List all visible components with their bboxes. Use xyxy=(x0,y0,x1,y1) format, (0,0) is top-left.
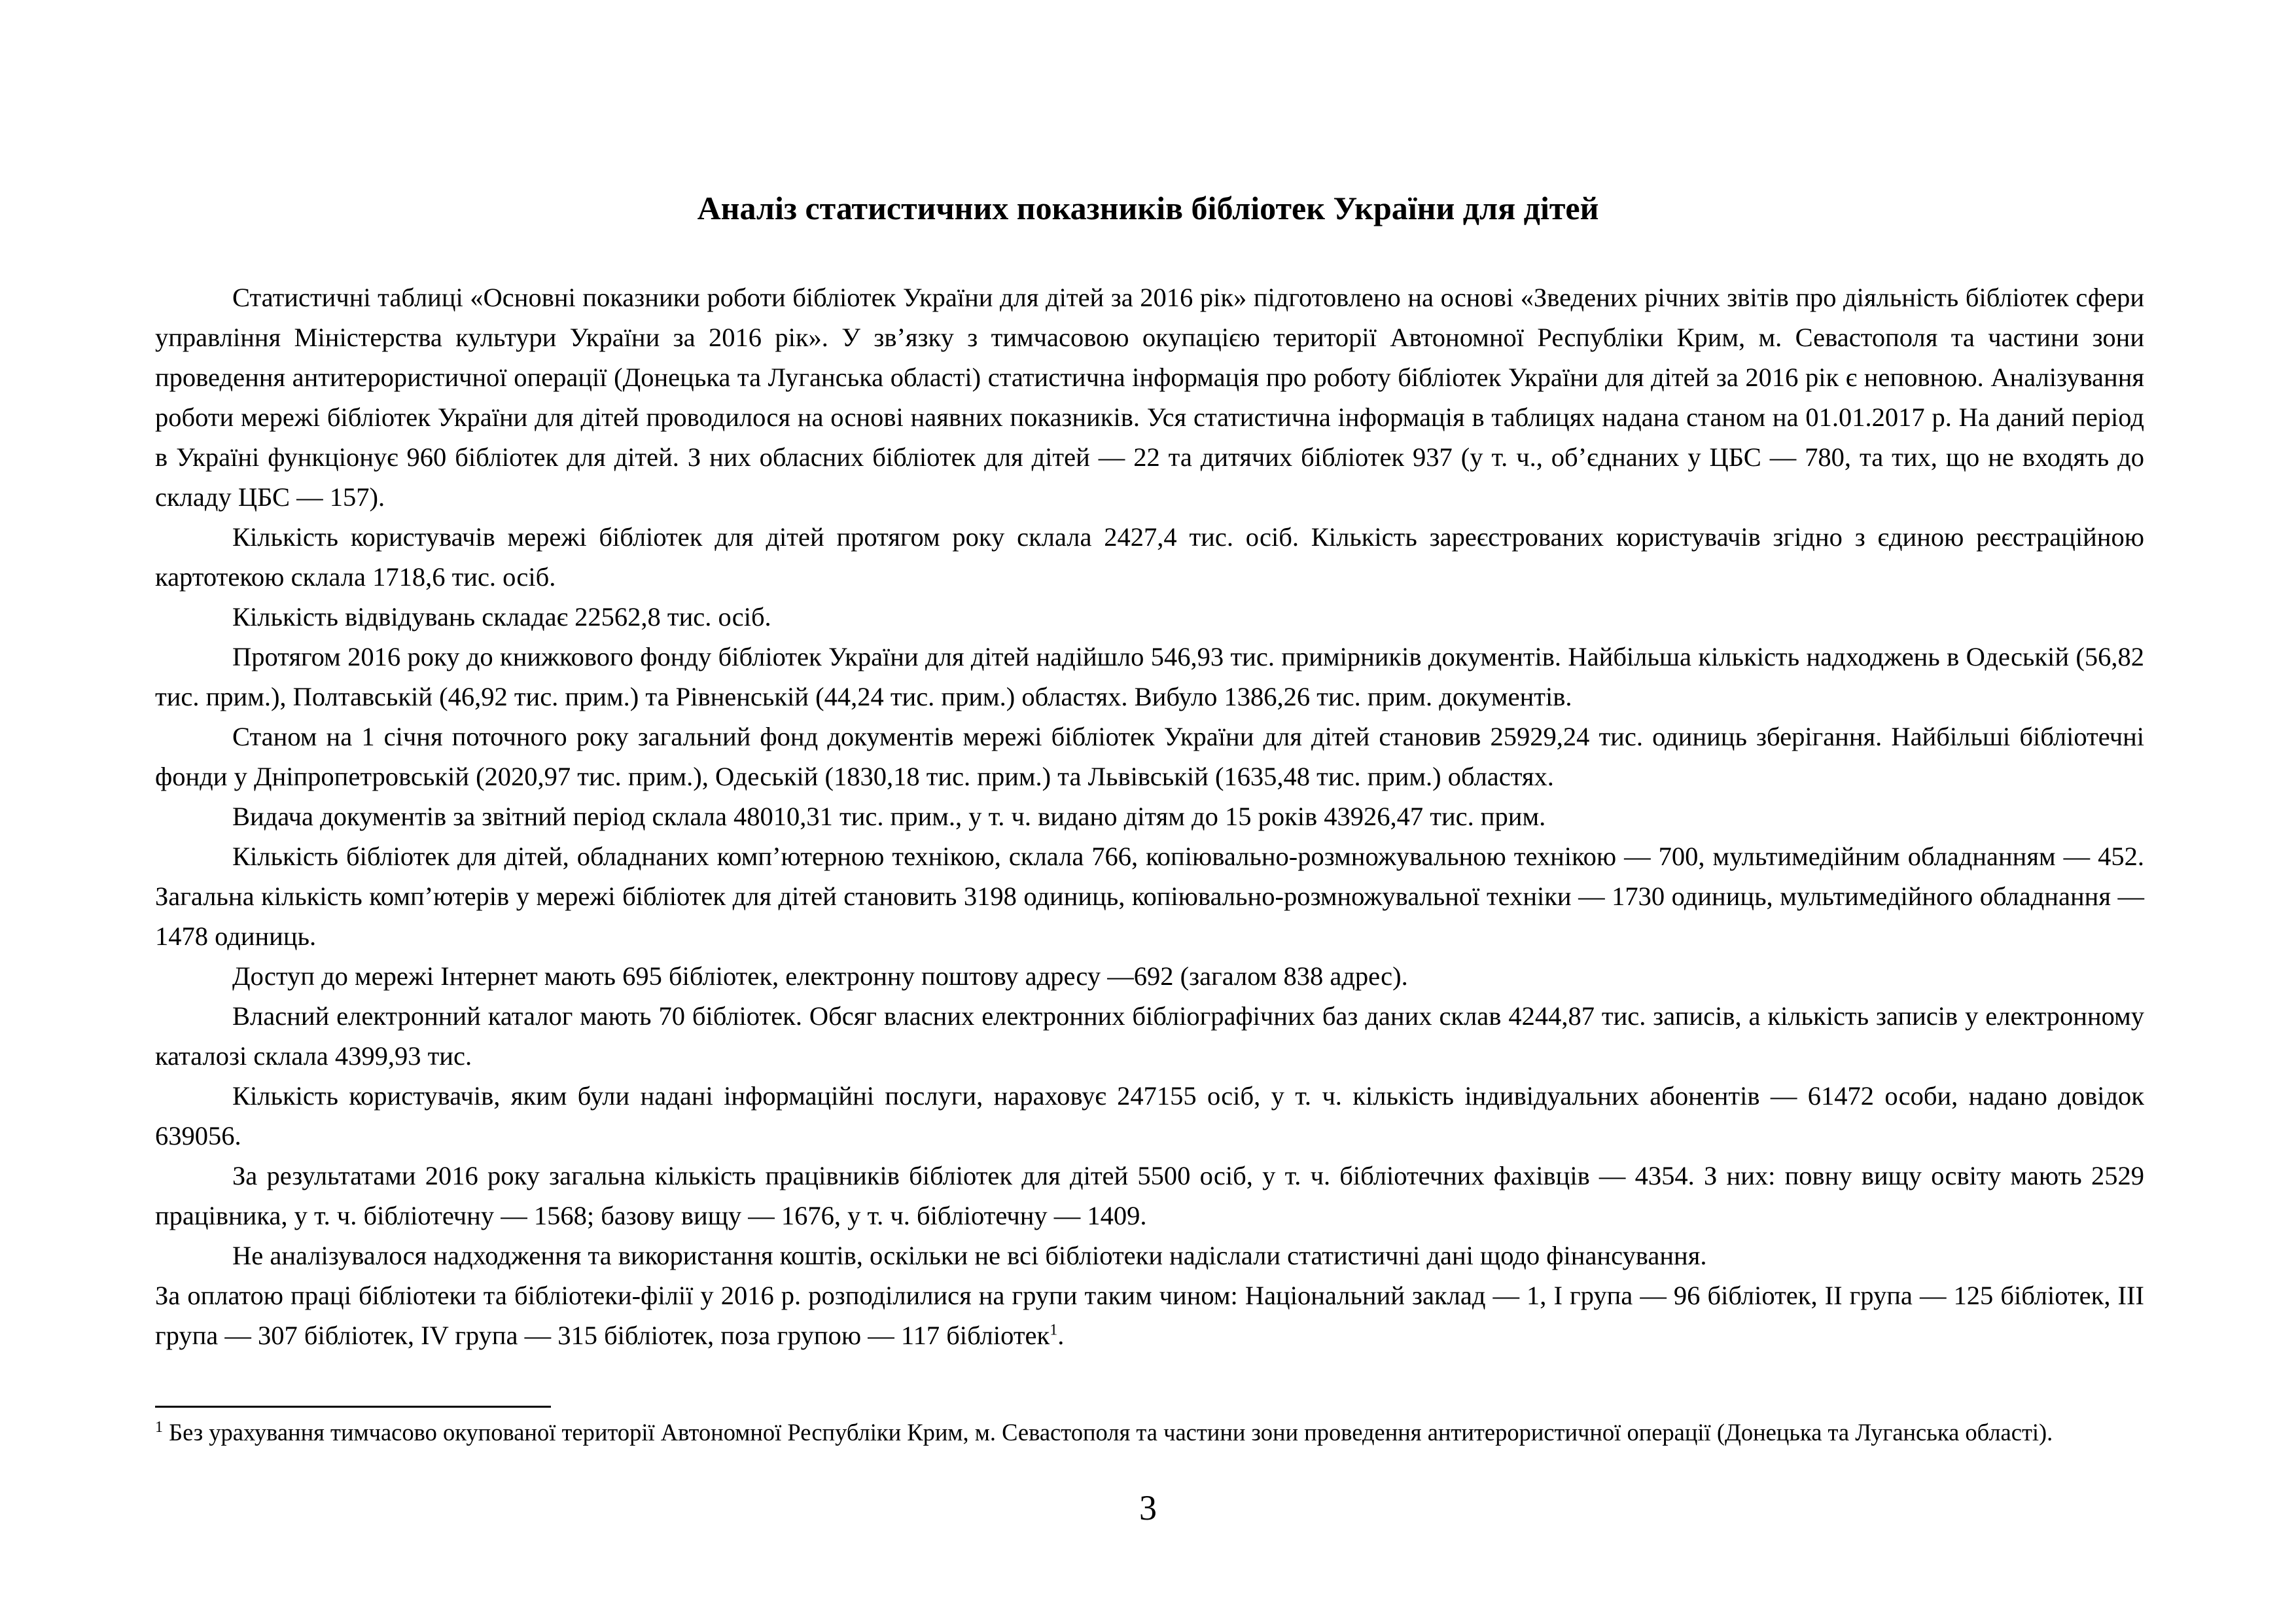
page-title: Аналіз статистичних показників бібліотек України для дітей xyxy=(697,190,1599,226)
paragraph-staff: За результатами 2016 року загальна кількість працівників бібліотек для дітей 5500 осіб, у т. ч. бібліотечних фахівців — 4354. З них: повну вищу освіту мають 2529 працівника, у т. ч. бібліотечну — 1568; базову вищу — 1676, у т. ч. бібліотечну — 1409. xyxy=(155,1161,2144,1230)
paragraph-pay-groups-end: . xyxy=(1057,1321,1065,1350)
paragraph-circulation: Видача документів за звітний період склала 48010,31 тис. прим., у т. ч. видано дітям до 15 років 43926,47 тис. прим. xyxy=(232,802,1546,831)
paragraph-pay-groups-text: За оплатою праці бібліотеки та бібліотеки-філії у 2016 р. розподілилися на групи таким чином: Національний заклад — 1, І група — 96 бібліотек, ІІ група — 125 бібліотек, ІІІ група — 307 бібліотек, IV група — 315 бібліотек, поза групою — 117 бібліотек xyxy=(155,1281,2144,1350)
paragraph-holdings: Станом на 1 січня поточного року загальний фонд документів мережі бібліотек України для дітей становив 25929,24 тис. одиниць зберігання. Найбільші бібліотечні фонди у Дніпропетровській (2020,97 тис. прим.), Одеській (1830,18 тис. прим.) та Львівській (1635,48 тис. прим.) областях. xyxy=(155,722,2144,791)
body-text xyxy=(155,277,2144,1355)
paragraph-pay-groups xyxy=(155,1275,2144,1355)
paragraph-internet: Доступ до мережі Інтернет мають 695 бібліотек, електронну поштову адресу —692 (загалом 838 адрес). xyxy=(232,961,1408,991)
paragraph-acquisitions: Протягом 2016 року до книжкового фонду бібліотек України для дітей надійшло 546,93 тис. примірників документів. Найбільша кількість надходжень в Одеській (56,82 тис. прим.), Полтавській (46,92 тис. прим.) та Рівненській (44,24 тис. прим.) областях. Вибуло 1386,26 тис. прим. документів. xyxy=(155,642,2144,711)
paragraph-intro: Статистичні таблиці «Основні показники роботи бібліотек України для дітей за 2016 рік» підготовлено на основі «Зведених річних звітів про діяльність бібліотек сфери управління Міністерства культури України за 2016 рік». У зв’язку з тимчасовою окупацією території Автономної Республіки Крим, м. Севастополя та частини зони проведення антитерористичної операції (Донецька та Луганська області) статистична інформація про роботу бібліотек України для дітей за 2016 рік є неповною. Аналізування роботи мережі бібліотек України для дітей проводилося на основі наявних показників. Уся статистична інформація в таблицях надана станом на 01.01.2017 р. На даний період в Україні функціонує 960 бібліотек для дітей. З них обласних бібліотек для дітей — 22 та дитячих бібліотек 937 (у т. ч., об’єднаних у ЦБС — 780, та тих, що не входять до складу ЦБС — 157). xyxy=(155,283,2144,512)
paragraph-info-services: Кількість користувачів, яким були надані інформаційні послуги, нараховує 247155 осіб, у т. ч. кількість індивідуальних абонентів — 61472 особи, надано довідок 639056. xyxy=(155,1081,2144,1150)
footnote-separator xyxy=(155,1406,551,1408)
paragraph-visits: Кількість відвідувань складає 22562,8 тис. осіб. xyxy=(232,602,771,632)
page-number: 3 xyxy=(1139,1488,1157,1527)
footnote-marker: 1 xyxy=(155,1418,163,1436)
footnote xyxy=(155,1416,2144,1449)
paragraph-catalog: Власний електронний каталог мають 70 бібліотек. Обсяг власних електронних бібліографічних баз даних склав 4244,87 тис. записів, а кількість записів у електронному каталозі склала 4399,93 тис. xyxy=(155,1001,2144,1071)
paragraph-users: Кількість користувачів мережі бібліотек для дітей протягом року склала 2427,4 тис. осіб. Кількість зареєстрованих користувачів згідно з єдиною реєстраційною картотекою склала 1718,6 тис. осіб. xyxy=(155,522,2144,592)
paragraph-equipment: Кількість бібліотек для дітей, обладнаних комп’ютерною технікою, склала 766, копіювально-розмножувальною технікою — 700, мультимедійним обладнанням — 452. Загальна кількість комп’ютерів у мережі бібліотек для дітей становить 3198 одиниць, копіювально-розмножувальної техніки — 1730 одиниць, мультимедійного обладнання — 1478 одиниць. xyxy=(155,842,2144,951)
footnote-reference: 1 xyxy=(1050,1321,1058,1339)
footnote-text: Без урахування тимчасово окупованої території Автономної Республіки Крим, м. Севастополя та частини зони проведення антитерористичної операції (Донецька та Луганська області). xyxy=(163,1419,2053,1446)
paragraph-finance: Не аналізувалося надходження та використання коштів, оскільки не всі бібліотеки надіслали статистичні дані щодо фінансування. xyxy=(232,1241,1707,1270)
